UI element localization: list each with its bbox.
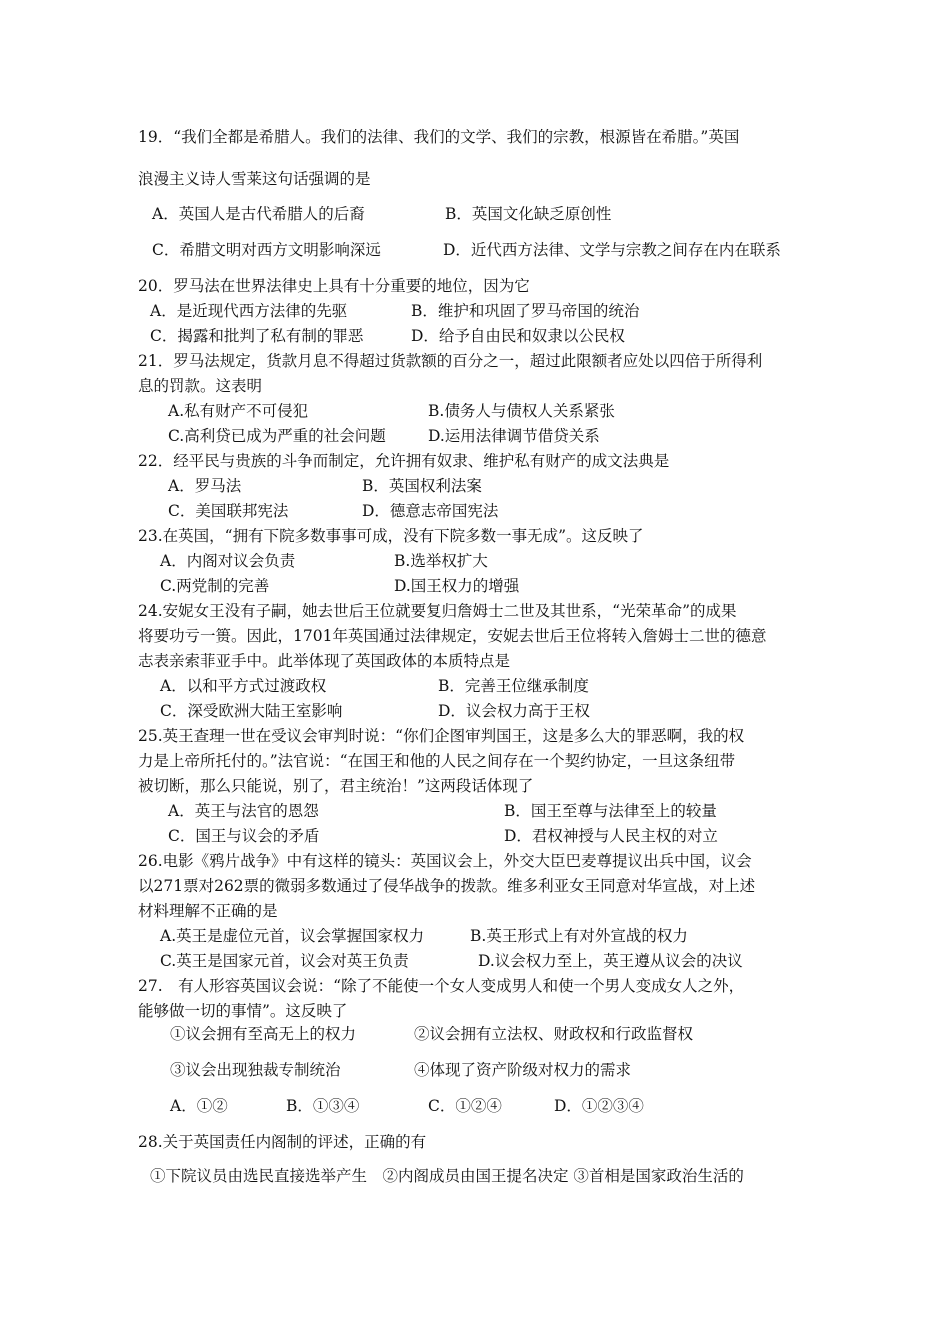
q19-stem-line2: 浪漫主义诗人雪莱这句话强调的是 — [138, 170, 371, 188]
q19-option-a: A．英国人是古代希腊人的后裔 — [152, 205, 365, 223]
q27-option-b: B．①③④ — [286, 1097, 360, 1115]
q25-option-d: D．君权神授与人民主权的对立 — [504, 827, 718, 845]
q19-option-d: D．近代西方法律、文学与宗教之间存在内在联系 — [443, 241, 781, 259]
q27-option-a: A．①② — [170, 1097, 228, 1115]
q28-items-line1: ①下院议员由选民直接选举产生 ②内阁成员由国王提名决定 ③首相是国家政治生活的 — [150, 1167, 744, 1185]
q26-option-a: A.英王是虚位元首，议会掌握国家权力 — [160, 927, 425, 945]
q20-option-d: D．给予自由民和奴隶以公民权 — [411, 327, 625, 345]
q27-item-1: ①议会拥有至高无上的权力 — [170, 1025, 357, 1043]
q22-option-d: D．德意志帝国宪法 — [362, 502, 499, 520]
q21-option-d: D.运用法律调节借贷关系 — [428, 427, 600, 445]
q25-stem-line1: 25.英王查理一世在受议会审判时说：“你们企图审判国王，这是多么大的罪恶啊，我的权 — [138, 727, 745, 745]
q27-stem-line1: 27. 有人形容英国议会说：“除了不能使一个女人变成男人和使一个男人变成女人之外， — [138, 977, 745, 995]
q24-option-d: D．议会权力高于王权 — [438, 702, 590, 720]
q19-option-c: C．希腊文明对西方文明影响深远 — [152, 241, 381, 259]
q19-option-b: B．英国文化缺乏原创性 — [445, 205, 612, 223]
q23-option-c: C.两党制的完善 — [160, 577, 270, 595]
q27-item-4: ④体现了资产阶级对权力的需求 — [414, 1061, 632, 1079]
q25-option-c: C．国王与议会的矛盾 — [168, 827, 320, 845]
q20-option-c: C．揭露和批判了私有制的罪恶 — [150, 327, 364, 345]
q24-option-a: A．以和平方式过渡政权 — [160, 677, 327, 695]
q22-option-b: B．英国权利法案 — [362, 477, 482, 495]
q21-option-c: C.高利贷已成为严重的社会问题 — [168, 427, 386, 445]
q23-stem-line1: 23.在英国，“拥有下院多数事事可成，没有下院多数一事无成”。这反映了 — [138, 527, 644, 545]
q27-option-d: D．①②③④ — [554, 1097, 644, 1115]
q25-stem-line2: 力是上帝所托付的。”法官说：“在国王和他的人民之间存在一个契约协定，一旦这条纽带 — [138, 752, 736, 770]
q22-stem-line1: 22．经平民与贵族的斗争而制定，允许拥有奴隶、维护私有财产的成文法典是 — [138, 452, 670, 470]
q23-option-d: D.国王权力的增强 — [394, 577, 520, 595]
q25-option-a: A．英王与法官的恩怨 — [168, 802, 319, 820]
q23-option-a: A．内阁对议会负责 — [160, 552, 296, 570]
q20-stem-line1: 20．罗马法在世界法律史上具有十分重要的地位，因为它 — [138, 277, 530, 295]
q24-stem-line2: 将要功亏一篑。因此，1701年英国通过法律规定，安妮去世后王位将转入詹姆士二世的德意 — [138, 627, 767, 645]
q20-option-a: A．是近现代西方法律的先驱 — [150, 302, 348, 320]
q25-stem-line3: 被切断，那么只能说，别了，君主统治！”这两段话体现了 — [138, 777, 534, 795]
q24-stem-line1: 24.安妮女王没有子嗣，她去世后王位就要复归詹姆士二世及其世系，“光荣革命”的成果 — [138, 602, 737, 620]
q24-option-c: C．深受欧洲大陆王室影响 — [160, 702, 343, 720]
q28-stem-line1: 28.关于英国责任内阁制的评述，正确的有 — [138, 1133, 427, 1151]
q21-stem-line2: 息的罚款。这表明 — [138, 377, 263, 395]
q26-stem-line1: 26.电影《鸦片战争》中有这样的镜头：英国议会上，外交大臣巴麦尊提议出兵中国，议会 — [138, 852, 752, 870]
q22-option-a: A．罗马法 — [168, 477, 242, 495]
q21-stem-line1: 21．罗马法规定，货款月息不得超过货款额的百分之一，超过此限额者应处以四倍于所得利 — [138, 352, 763, 370]
q26-option-b: B.英王形式上有对外宣战的权力 — [470, 927, 688, 945]
q26-option-c: C.英王是国家元首，议会对英王负责 — [160, 952, 409, 970]
q24-stem-line3: 志表亲索菲亚手中。此举体现了英国政体的本质特点是 — [138, 652, 511, 670]
q20-option-b: B．维护和巩固了罗马帝国的统治 — [411, 302, 640, 320]
q27-option-c: C．①②④ — [428, 1097, 502, 1115]
q19-stem-line1: 19．“我们全都是希腊人。我们的法律、我们的文学、我们的宗教，根源皆在希腊。”英国 — [138, 128, 740, 146]
q27-stem-line2: 能够做一切的事情”。这反映了 — [138, 1002, 348, 1020]
q26-option-d: D.议会权力至上，英王遵从议会的决议 — [478, 952, 743, 970]
q26-stem-line3: 材料理解不正确的是 — [138, 902, 278, 920]
q25-option-b: B．国王至尊与法律至上的较量 — [504, 802, 717, 820]
q26-stem-line2: 以271票对262票的微弱多数通过了侵华战争的拨款。维多利亚女王同意对华宣战，对上述 — [138, 877, 756, 895]
q22-option-c: C．美国联邦宪法 — [168, 502, 289, 520]
q27-item-2: ②议会拥有立法权、财政权和行政监督权 — [414, 1025, 694, 1043]
q24-option-b: B．完善王位继承制度 — [438, 677, 589, 695]
q23-option-b: B.选举权扩大 — [394, 552, 488, 570]
q21-option-b: B.债务人与债权人关系紧张 — [428, 402, 615, 420]
q21-option-a: A.私有财产不可侵犯 — [168, 402, 309, 420]
q27-item-3: ③议会出现独裁专制统治 — [170, 1061, 341, 1079]
